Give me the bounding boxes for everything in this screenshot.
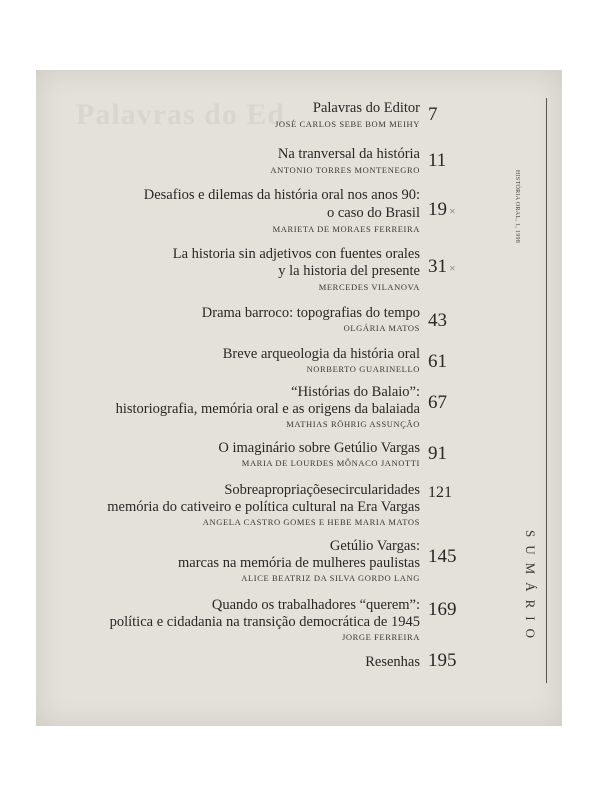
entry-title: O imaginário sobre Getúlio Vargas (218, 440, 420, 456)
entry-page-number: 195 (428, 650, 457, 671)
entry-title: o caso do Brasil (326, 205, 420, 221)
entry-page-number: 91 (428, 443, 447, 464)
entry-page-number: 7 (428, 104, 438, 125)
entry-title: Drama barroco: topografias do tempo (201, 305, 420, 321)
vertical-rule (546, 98, 547, 683)
journal-spine-label: HISTÓRIA ORAL, 1, 1998 (514, 170, 520, 244)
entry-page-number: 31 × (428, 256, 456, 277)
entry-title: Breve arqueologia da história oral (222, 346, 420, 362)
entry-author: NORBERTO GUARINELLO (306, 364, 420, 374)
entry-title: Desafios e dilemas da história oral nos anos 90: (143, 187, 420, 203)
entry-page-number: 11 (428, 150, 447, 171)
entry-author: ANTONIO TORRES MONTENEGRO (270, 165, 420, 175)
entry-title: Getúlio Vargas: (329, 538, 420, 554)
entry-author: ANGELA CASTRO GOMES E HEBE MARIA MATOS (202, 517, 420, 527)
entry-title: La historia sin adjetivos con fuentes orales (172, 246, 420, 262)
entry-page-number: 121 (428, 484, 452, 501)
entry-page-number: 19 × (428, 199, 456, 220)
entry-title: Resenhas (365, 654, 420, 670)
section-heading: SUMÁRIO (523, 530, 538, 646)
entry-title: y la historia del presente (278, 263, 420, 279)
check-mark: × (449, 261, 456, 275)
entry-page-number: 67 (428, 392, 447, 413)
check-mark: × (449, 204, 456, 218)
entry-page-number: 43 (428, 310, 447, 331)
entry-title: Quando os trabalhadores “querem”: (211, 597, 420, 613)
entry-title: marcas na memória de mulheres paulistas (178, 555, 420, 571)
entry-title: Na tranversal da história (277, 146, 420, 162)
entry-author: MARIA DE LOURDES MÔNACO JANOTTI (241, 458, 420, 468)
entry-author: MERCEDES VILANOVA (318, 282, 420, 292)
entry-page-number: 169 (428, 599, 457, 620)
entry-title: política e cidadania na transição democrática de 1945 (109, 614, 420, 630)
ghost-heading: Palavras do Ed (76, 98, 286, 131)
entry-author: ALICE BEATRIZ DA SILVA GORDO LANG (241, 573, 420, 583)
entry-title: memória do cativeiro e política cultural na Era Vargas (107, 499, 420, 515)
entry-author: JOSÉ CARLOS SEBE BOM MEIHY (274, 119, 420, 129)
entry-author: MATHIAS RÖHRIG ASSUNÇÃO (286, 419, 420, 429)
entry-title: Sobreapropriaçõesecircularidades (224, 482, 420, 498)
entry-page-number: 61 (428, 351, 447, 372)
entry-author: JORGE FERREIRA (341, 632, 420, 642)
entry-author: MARIETA DE MORAES FERREIRA (272, 224, 420, 234)
entry-title: Palavras do Editor (312, 100, 420, 116)
book-page (36, 70, 562, 726)
entry-title: historiografia, memória oral e as origens da balaiada (115, 401, 420, 417)
entry-author: OLGÁRIA MATOS (343, 323, 420, 333)
entry-title: “Histórias do Balaio”: (291, 384, 420, 400)
entry-page-number: 145 (428, 546, 457, 567)
